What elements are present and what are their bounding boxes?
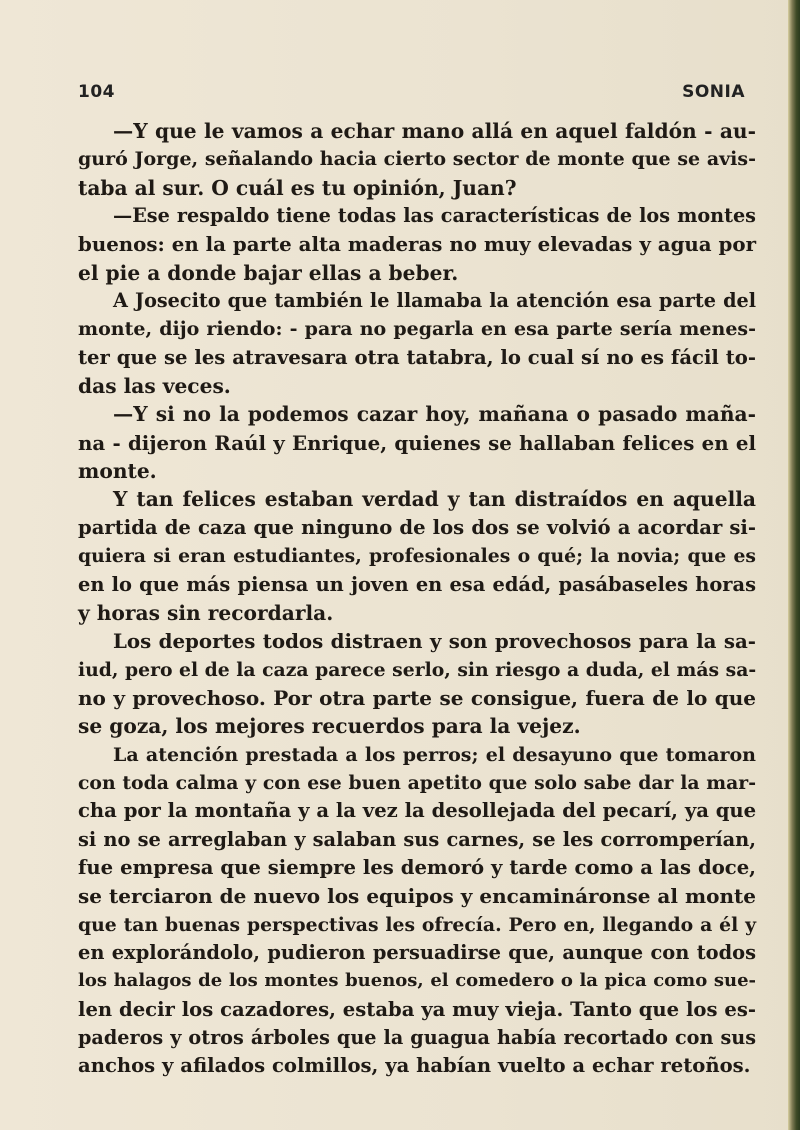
text-line: y horas sin recordarla. (78, 600, 334, 625)
text-line: monte, dijo riendo: - para no pegarla en esa parte sería menes- (78, 318, 756, 341)
text-line: se goza, los mejores recuerdos para la vejez. (78, 714, 581, 739)
text-line: paderos y otros árboles que la guagua había recortado con sus (78, 1026, 756, 1049)
text-line: en lo que más piensa un joven en esa edád, pasábaseles horas (78, 572, 756, 596)
text-line: iud, pero el de la caza parece serlo, sin riesgo a duda, el más sa- (78, 658, 757, 681)
text-line: Y tan felices estaban verdad y tan distraídos en aquella (113, 487, 756, 512)
text-line: monte. (78, 459, 157, 484)
text-line: en explorándolo, pudieron persuadirse que, aunque con todos (78, 940, 756, 964)
text-line: que tan buenas perspectivas les ofrecía. Pero en, llegando a él y (78, 913, 756, 936)
text-line: partida de caza que ninguno de los dos se volvió a acordar si- (78, 515, 756, 539)
text-line: con toda calma y con ese buen apetito que solo sabe dar la mar- (78, 771, 756, 794)
page-edge-binding (788, 0, 800, 1130)
running-title: SONIA (682, 82, 745, 102)
text-line: los halagos de los montes buenos, el comedero o la pica como sue- (78, 970, 756, 992)
text-line: len decir los cazadores, estaba ya muy vieja. Tanto que los es- (78, 997, 756, 1021)
text-line: ter que se les atravesara otra tatabra, lo cual sí no es fácil to- (78, 345, 756, 369)
text-line: el pie a donde bajar ellas a beber. (78, 260, 459, 285)
text-line: A Josecito que también le llamaba la atención esa parte del (113, 289, 756, 313)
text-line: Los deportes todos distraen y son provechosos para la sa- (113, 629, 756, 654)
text-line: se terciaron de nuevo los equipos y encamináronse al monte (78, 884, 756, 909)
text-line: guró Jorge, señalando hacia cierto sector de monte que se avis- (78, 148, 756, 171)
text-line: na - dijeron Raúl y Enrique, quienes se hallaban felices en el (78, 430, 756, 455)
text-line: das las veces. (78, 374, 231, 399)
text-line: —Y si no la podemos cazar hoy, mañana o pasado maña- (113, 402, 756, 427)
page-header (78, 82, 745, 106)
page-number: 104 (78, 82, 115, 102)
text-line: quiera si eran estudiantes, profesionales o qué; la novia; que es (78, 545, 756, 568)
text-line: cha por la montaña y a la vez la desollejada del pecarí, ya que (78, 799, 757, 823)
text-line: taba al sur. O cuál es tu opinión, Juan? (78, 175, 517, 200)
text-line: —Ese respaldo tiene todas las características de los montes (113, 204, 756, 228)
text-line: anchos y afilados colmillos, ya habían vuelto a echar retoños. (78, 1054, 751, 1078)
text-line: no y provechoso. Por otra parte se consigue, fuera de lo que (78, 685, 756, 710)
text-line: si no se arreglaban y salaban sus carnes, se les corromperían, (78, 827, 756, 851)
text-line: buenos: en la parte alta maderas no muy elevadas y agua por (78, 232, 756, 257)
body-text (78, 117, 756, 1081)
text-line: fue empresa que siempre les demoró y tarde como a las doce, (78, 855, 756, 879)
text-line: La atención prestada a los perros; el desayuno que tomaron (113, 743, 756, 766)
text-line: —Y que le vamos a echar mano allá en aquel faldón - au- (113, 119, 756, 143)
